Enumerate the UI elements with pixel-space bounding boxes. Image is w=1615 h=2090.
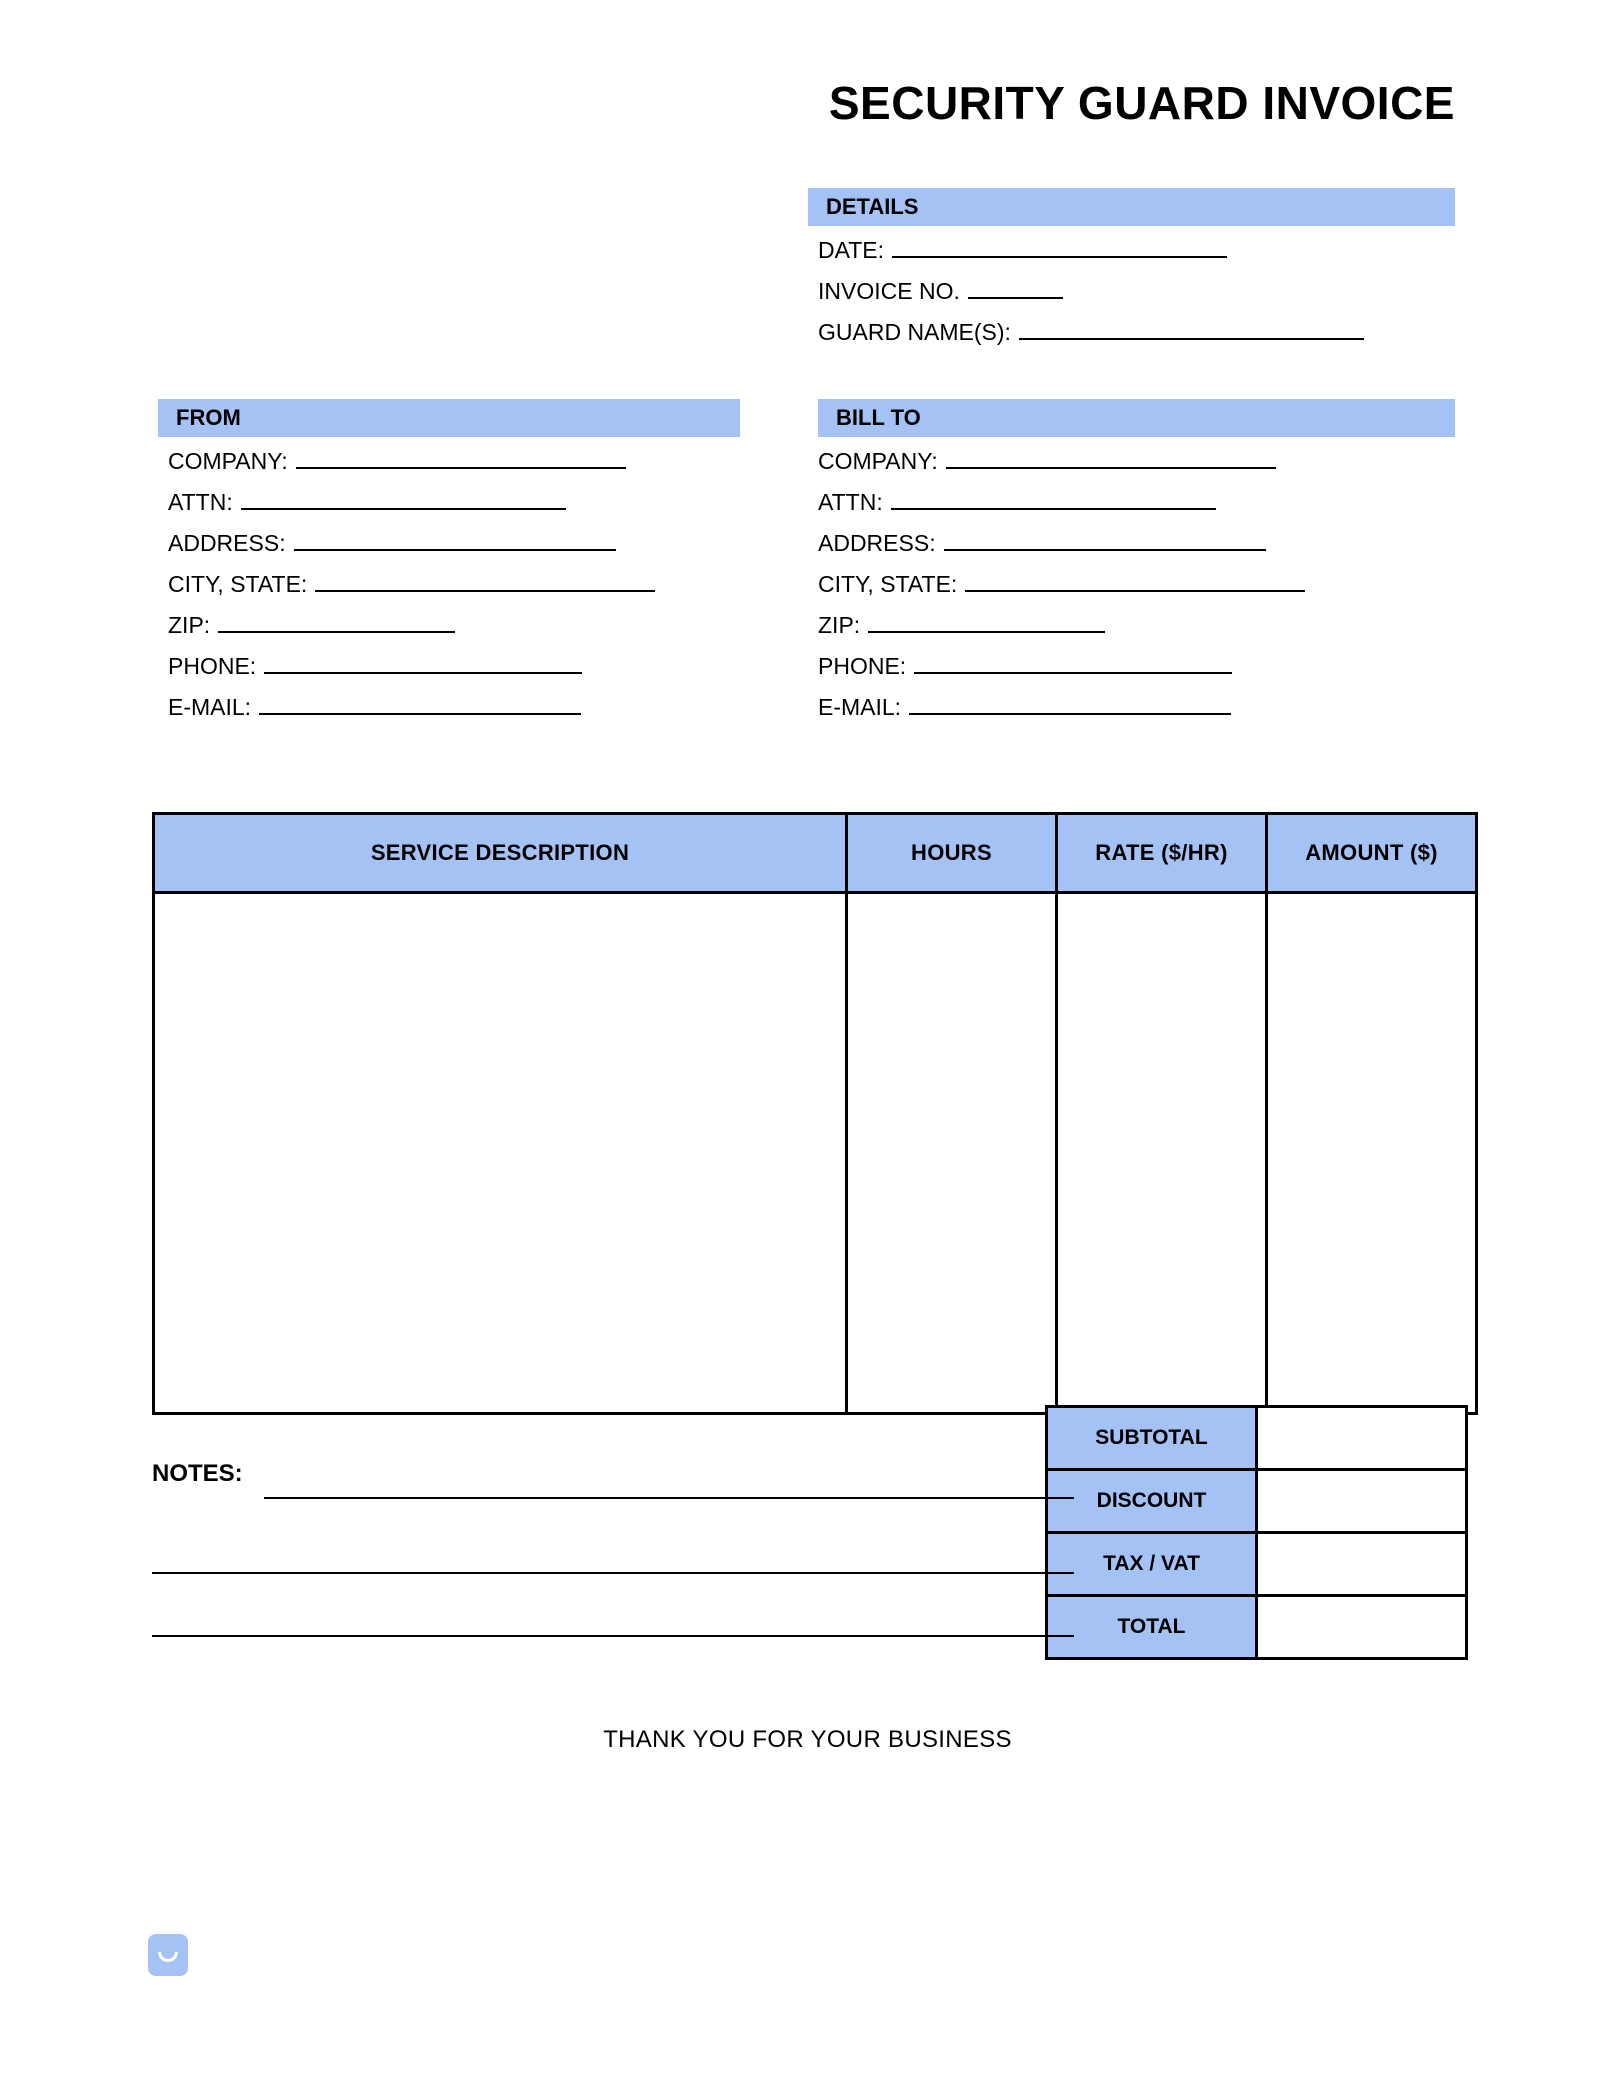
from-section-header: FROM [158,399,740,437]
from-field-input[interactable] [259,693,581,715]
bill-to-field-input[interactable] [909,693,1231,715]
bill-to-field-list [818,447,1305,734]
notes-line-2[interactable] [152,1572,1074,1574]
details-section-header: DETAILS [808,188,1455,226]
from-field-row [168,611,655,652]
notes-line-3[interactable] [152,1635,1074,1637]
from-field-input[interactable] [294,529,616,551]
from-field-input[interactable] [241,488,566,510]
service-table-header-row [154,814,1477,893]
from-field-input[interactable] [296,447,626,469]
details-field-label: INVOICE NO. [818,278,960,304]
from-field-label: E-MAIL: [168,694,252,720]
from-field-row [168,529,655,570]
bill-to-field-input[interactable] [944,529,1266,551]
bill-to-field-row [818,652,1305,693]
bill-to-field-label: ZIP: [818,612,861,638]
totals-row [1047,1596,1467,1659]
totals-table [1045,1405,1468,1660]
totals-row [1047,1470,1467,1533]
details-field-label: GUARD NAME(S): [818,319,1011,345]
bill-to-field-row [818,488,1305,529]
totals-label-total: TOTAL [1047,1596,1257,1659]
from-field-label: PHONE: [168,653,257,679]
details-field-input[interactable] [892,236,1227,258]
from-field-label: ZIP: [168,612,211,638]
from-field-input[interactable] [264,652,582,674]
details-field-input[interactable] [1019,318,1364,340]
amount-input-area[interactable] [1267,893,1477,1414]
service-line-items-table [152,812,1478,1415]
bill-to-field-label: ATTN: [818,489,883,515]
details-field-input[interactable] [968,277,1063,299]
bill-to-field-row [818,693,1305,734]
bill-to-field-label: PHONE: [818,653,907,679]
bill-to-field-label: CITY, STATE: [818,571,958,597]
smile-icon [158,1952,178,1962]
from-field-row [168,693,655,734]
bill-to-field-label: E-MAIL: [818,694,902,720]
notes-line-1[interactable] [264,1497,1074,1499]
from-field-row [168,447,655,488]
from-field-label: ADDRESS: [168,530,286,556]
rate-input-area[interactable] [1057,893,1267,1414]
thank-you-message: THANK YOU FOR YOUR BUSINESS [603,1726,1012,1753]
column-header-rate: RATE ($/HR) [1057,814,1267,893]
bill-to-field-input[interactable] [965,570,1305,592]
service-table-entry-row [154,893,1477,1414]
bill-to-field-row [818,611,1305,652]
notes-label: NOTES: [152,1460,243,1487]
page-title: SECURITY GUARD INVOICE [828,77,1455,129]
totals-value-tax-vat[interactable] [1257,1533,1467,1596]
column-header-service-description: SERVICE DESCRIPTION [154,814,847,893]
bill-to-field-input[interactable] [946,447,1276,469]
from-field-row [168,652,655,693]
totals-value-discount[interactable] [1257,1470,1467,1533]
column-header-amount: AMOUNT ($) [1267,814,1477,893]
bill-to-field-row [818,529,1305,570]
service-description-input-area[interactable] [154,893,847,1414]
from-field-list [168,447,655,734]
totals-row [1047,1533,1467,1596]
bill-to-field-label: ADDRESS: [818,530,936,556]
bill-to-field-input[interactable] [868,611,1105,633]
details-field-row [818,236,1364,277]
totals-value-total[interactable] [1257,1596,1467,1659]
from-field-row [168,570,655,611]
details-field-label: DATE: [818,237,885,263]
bill-to-field-input[interactable] [891,488,1216,510]
brand-logo-icon [148,1934,188,1976]
bill-to-field-label: COMPANY: [818,448,938,474]
from-field-input[interactable] [315,570,655,592]
from-field-label: COMPANY: [168,448,288,474]
details-field-row [818,277,1364,318]
details-field-list [818,236,1364,359]
from-field-row [168,488,655,529]
totals-label-tax-vat: TAX / VAT [1047,1533,1257,1596]
column-header-hours: HOURS [847,814,1057,893]
from-field-label: ATTN: [168,489,233,515]
totals-label-discount: DISCOUNT [1047,1470,1257,1533]
hours-input-area[interactable] [847,893,1057,1414]
totals-label-subtotal: SUBTOTAL [1047,1407,1257,1470]
bill-to-field-row [818,570,1305,611]
totals-value-subtotal[interactable] [1257,1407,1467,1470]
details-field-row [818,318,1364,359]
from-field-input[interactable] [218,611,455,633]
from-field-label: CITY, STATE: [168,571,308,597]
bill-to-field-input[interactable] [914,652,1232,674]
totals-row [1047,1407,1467,1470]
bill-to-section-header: BILL TO [818,399,1455,437]
bill-to-field-row [818,447,1305,488]
